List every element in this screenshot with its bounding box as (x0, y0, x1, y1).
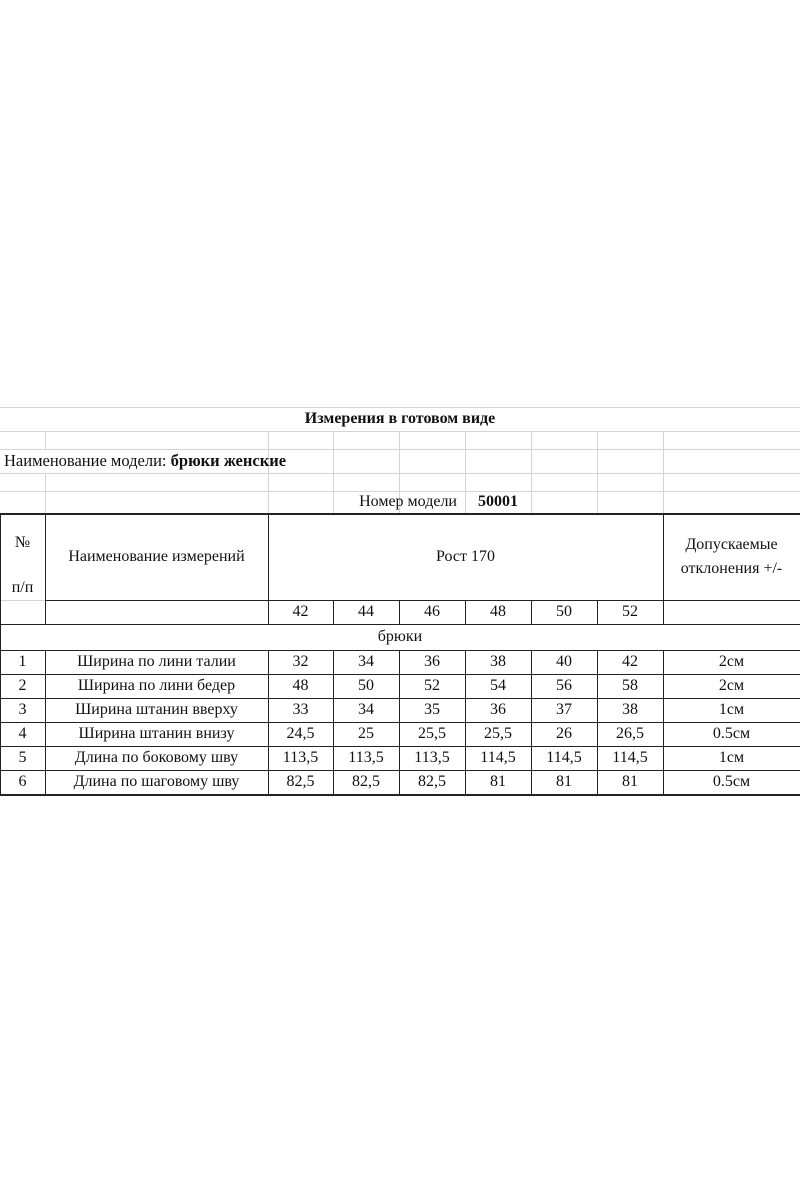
table-row (0, 674, 800, 698)
model-name-label: Наименование модели: (4, 451, 167, 470)
row-value: 113,5 (414, 749, 450, 766)
row-value: 25 (358, 725, 374, 742)
table-row (0, 722, 800, 746)
row-value: 37 (556, 701, 572, 718)
row-value: 40 (556, 653, 572, 670)
gridline (45, 431, 46, 449)
gridline (0, 431, 800, 432)
row-value: 36 (424, 653, 440, 670)
size-header: 50 (556, 603, 572, 620)
model-name (4, 449, 404, 473)
model-number-row (0, 491, 800, 513)
row-value: 38 (490, 653, 506, 670)
row-value: 26,5 (616, 725, 644, 742)
row-value: 35 (424, 701, 440, 718)
number-header-bottom: п/п (11, 579, 34, 596)
row-value: 81 (490, 773, 506, 790)
height-group-header: Рост 170 (436, 547, 495, 565)
measurements-table (0, 513, 800, 794)
model-number-label: Номер модели (359, 493, 457, 510)
tolerance-header (663, 513, 800, 600)
row-measurement-name: Ширина по лини бедер (77, 677, 236, 694)
model-number-value: 50001 (478, 493, 518, 510)
row-value: 33 (292, 701, 309, 718)
row-number: 6 (18, 773, 27, 790)
row-tolerance: 1см (718, 749, 745, 766)
row-tolerance: 0.5см (712, 773, 751, 790)
tolerance-header-line2: отклонения +/- (680, 559, 783, 577)
table-row (0, 770, 800, 794)
measurement-name-header: Наименование измерений (68, 547, 245, 565)
section-label: брюки (377, 628, 423, 645)
row-number: 2 (18, 677, 27, 694)
row-value: 36 (490, 701, 506, 718)
row-value: 52 (424, 677, 440, 694)
table-row (0, 650, 800, 674)
size-header: 44 (358, 603, 374, 620)
size-header: 42 (292, 603, 309, 620)
row-measurement-name: Длина по боковому шву (74, 749, 239, 766)
row-value: 82,5 (352, 773, 380, 790)
row-value: 82,5 (418, 773, 446, 790)
row-value: 82,5 (286, 773, 315, 790)
row-number: 4 (18, 725, 27, 742)
row-value: 25,5 (418, 725, 446, 742)
row-tolerance: 2см (718, 677, 745, 694)
row-value: 56 (556, 677, 572, 694)
row-value: 113,5 (282, 749, 319, 766)
size-header: 46 (424, 603, 440, 620)
table-row (0, 698, 800, 722)
row-value: 38 (622, 701, 638, 718)
size-header: 48 (490, 603, 506, 620)
row-tolerance: 2см (718, 653, 745, 670)
row-value: 34 (358, 701, 374, 718)
row-value: 58 (622, 677, 638, 694)
row-value: 48 (292, 677, 309, 694)
row-number: 3 (18, 701, 27, 718)
row-value: 54 (490, 677, 506, 694)
model-name-value: брюки женские (170, 451, 287, 470)
size-header: 52 (622, 603, 638, 620)
number-header-top: № (14, 534, 31, 551)
gridline (0, 473, 800, 474)
row-value: 114,5 (480, 749, 516, 766)
row-number: 1 (18, 653, 27, 670)
row-value: 50 (358, 677, 374, 694)
row-value: 81 (556, 773, 572, 790)
row-measurement-name: Ширина по лини талии (77, 653, 236, 670)
row-value: 113,5 (348, 749, 384, 766)
row-value: 114,5 (546, 749, 582, 766)
row-value: 32 (292, 653, 309, 670)
row-value: 34 (358, 653, 374, 670)
tolerance-header-line1: Допускаемые (685, 535, 778, 553)
row-number: 5 (18, 749, 27, 766)
row-value: 114,5 (612, 749, 648, 766)
table-row (0, 746, 800, 770)
document-title: Измерения в готовом виде (304, 410, 496, 427)
row-value: 24,5 (286, 725, 315, 742)
row-value: 26 (556, 725, 572, 742)
row-measurement-name: Ширина штанин вверху (75, 701, 238, 718)
row-tolerance: 0.5см (712, 725, 751, 742)
row-measurement-name: Длина по шаговому шву (73, 773, 240, 790)
model-name-row (0, 449, 800, 473)
row-value: 42 (622, 653, 638, 670)
row-value: 25,5 (484, 725, 512, 742)
title-row (0, 407, 800, 431)
row-value: 81 (622, 773, 638, 790)
row-tolerance: 1см (718, 701, 745, 718)
row-measurement-name: Ширина штанин внизу (78, 725, 235, 742)
